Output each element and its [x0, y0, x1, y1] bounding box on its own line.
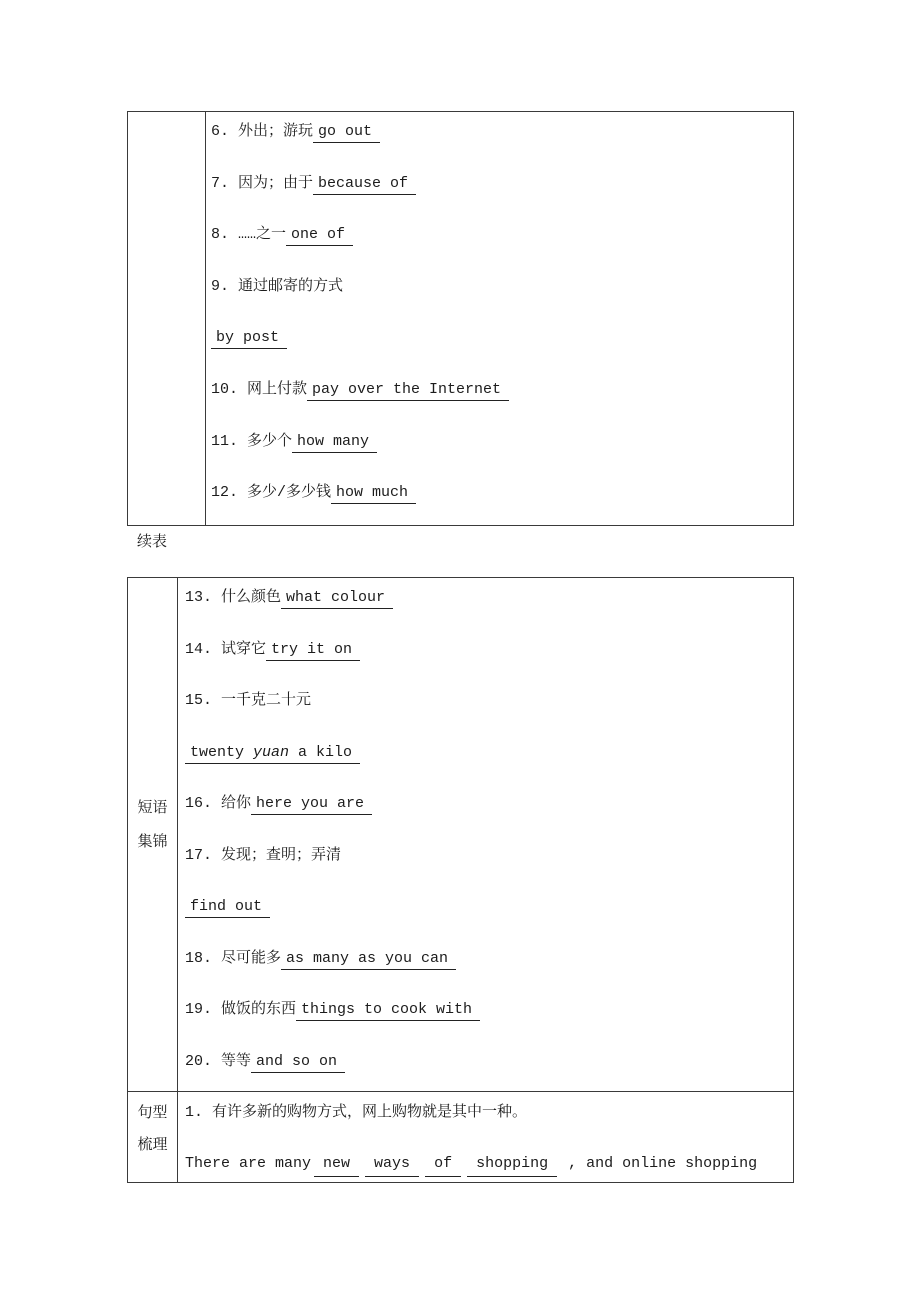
sentence-content-cell	[178, 1092, 793, 1182]
phrase-answer-underlined: go out	[313, 123, 380, 143]
blank-answer: of	[425, 1153, 461, 1177]
phrase-item	[211, 482, 787, 525]
phrase-answer-underlined: find out	[185, 898, 270, 918]
phrase-section-label-line2: 集锦	[137, 834, 168, 851]
phrase-answer-underlined: pay over the Internet	[307, 381, 509, 401]
phrase-chinese: 16. 给你	[185, 795, 252, 812]
sentence-chinese: 1. 有许多新的购物方式，网上购物就是其中一种。	[185, 1104, 528, 1121]
phrase-item	[185, 948, 787, 1000]
sentence-english-prefix: There are many	[185, 1155, 312, 1172]
phrase-item	[211, 121, 787, 173]
phrase-item	[211, 173, 787, 225]
phrase-answer-underlined: how much	[331, 484, 416, 504]
phrase-answer-underlined: things to cook with	[296, 1001, 480, 1021]
table1-items-cell	[206, 112, 793, 525]
phrase-item	[185, 999, 787, 1051]
phrase-item	[185, 1051, 787, 1092]
phrase-answer-underlined: one of	[286, 226, 353, 246]
phrase-chinese: 6. 外出；游玩	[211, 123, 314, 140]
phrase-chinese: 18. 尽可能多	[185, 949, 282, 967]
phrase-section-label-line1: 短语	[137, 800, 168, 817]
phrase-section-row	[128, 578, 793, 1092]
phrase-item	[211, 224, 787, 276]
sentence-english-suffix: , and online shopping	[568, 1155, 758, 1172]
phrase-section-items-cell	[178, 578, 793, 1091]
phrase-item	[185, 639, 787, 691]
phrase-answer-underlined: here you are	[251, 795, 372, 815]
continued-table-label: 续表	[137, 534, 168, 551]
phrase-item	[211, 431, 787, 483]
phrase-chinese: 10. 网上付款	[211, 380, 308, 398]
phrase-chinese: 8. ……之一	[211, 226, 287, 244]
phrase-chinese: 15. 一千克二十元	[185, 692, 312, 709]
phrase-item	[185, 793, 787, 845]
phrase-answer-underlined: as many as you can	[281, 950, 456, 970]
phrase-chinese: 7. 因为；由于	[211, 174, 314, 192]
phrase-chinese: 20. 等等	[185, 1052, 252, 1070]
phrase-item	[211, 276, 787, 328]
phrase-chinese: 14. 试穿它	[185, 640, 267, 658]
phrase-chinese: 19. 做饭的东西	[185, 1001, 297, 1018]
phrase-item	[185, 587, 787, 639]
phrase-chinese: 11. 多少个	[211, 432, 293, 450]
sentence-section-label-line1: 句型	[137, 1105, 168, 1122]
phrase-item	[211, 379, 787, 431]
phrase-item	[211, 327, 787, 379]
phrase-item	[185, 690, 787, 742]
sentence-section-label-line2: 梳理	[137, 1137, 168, 1154]
phrase-answer-underlined: twenty yuan a kilo	[185, 744, 360, 764]
phrase-table-part1	[127, 111, 794, 526]
phrase-chinese: 12. 多少/多少钱	[211, 484, 332, 502]
phrase-table-part2	[127, 577, 794, 1183]
sentence-section-label	[128, 1092, 178, 1182]
blank-answer: new	[314, 1153, 359, 1177]
phrase-chinese: 9. 通过邮寄的方式	[211, 277, 344, 295]
phrase-answer-underlined: because of	[313, 175, 416, 195]
phrase-answer-underlined: by post	[211, 329, 287, 349]
phrase-chinese: 13. 什么颜色	[185, 589, 282, 606]
phrase-item	[185, 742, 787, 794]
phrase-section-label	[128, 578, 178, 1091]
phrase-chinese: 17. 发现；查明；弄清	[185, 846, 342, 864]
phrase-item	[185, 845, 787, 897]
phrase-answer-underlined: and so on	[251, 1053, 345, 1073]
sentence-english	[185, 1153, 787, 1177]
phrase-item	[185, 896, 787, 948]
table1-label-cell	[128, 112, 206, 525]
blank-answer: shopping	[467, 1153, 557, 1177]
phrase-answer-underlined: try it on	[266, 641, 360, 661]
blank-answer: ways	[365, 1153, 419, 1177]
phrase-answer-underlined: how many	[292, 433, 377, 453]
sentence-section-row	[128, 1092, 793, 1182]
phrase-answer-underlined: what colour	[281, 589, 393, 609]
